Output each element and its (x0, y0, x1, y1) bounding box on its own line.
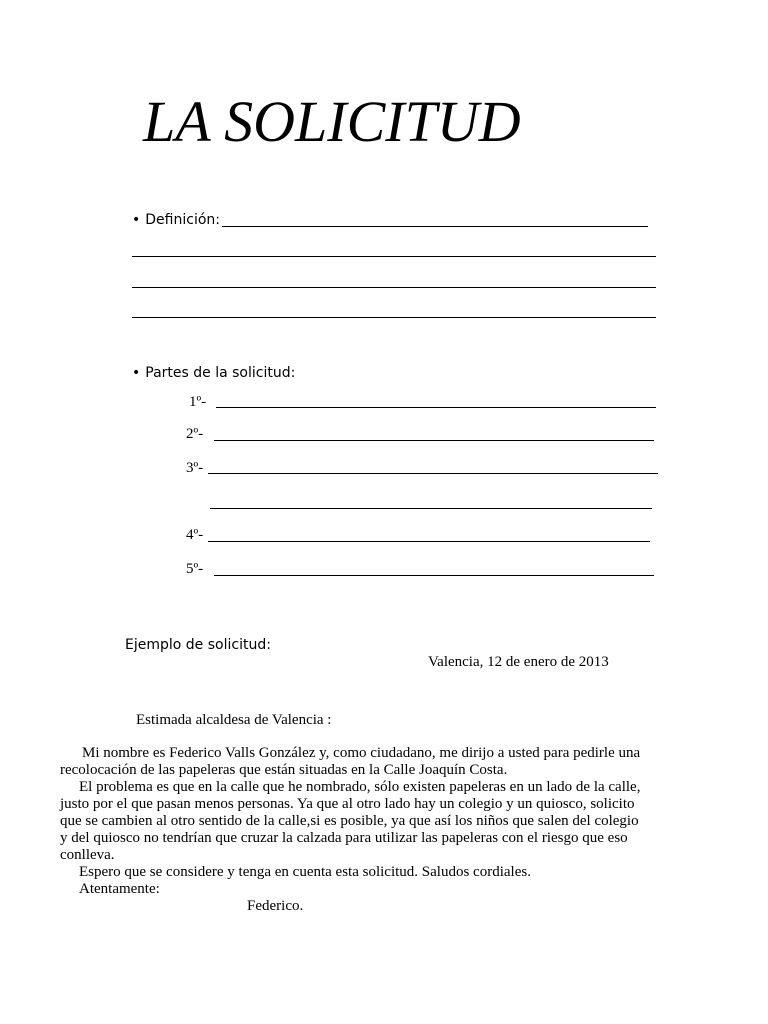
definicion-heading (132, 212, 220, 228)
parte-answer-line (208, 473, 658, 474)
letter-body-line: recolocación de las papeleras que están situadas en la Calle Joaquín Costa. (60, 762, 508, 778)
page-title: LA SOLICITUD (143, 89, 521, 154)
definicion-answer-line (132, 317, 656, 318)
parte-label-1: 1º- (189, 394, 207, 410)
parte-label-2: 2º- (186, 426, 204, 442)
letter-body-line: Espero que se considere y tenga en cuenta esta solicitud. Saludos cordiales. (79, 864, 531, 880)
partes-label: Partes de la solicitud: (145, 365, 296, 381)
definicion-answer-line (132, 287, 656, 288)
letter-body-line: y del quiosco no tendrían que cruzar la calzada para utilizar las papeleras con el riesgo que eso (60, 830, 628, 846)
parte-answer-line (214, 575, 654, 576)
letter-signature: Federico. (247, 898, 304, 914)
letter-body-line: Mi nombre es Federico Valls González y, como ciudadano, me dirijo a usted para pedirle una (82, 745, 641, 761)
parte-answer-line (208, 541, 650, 542)
letter-greeting: Estimada alcaldesa de Valencia : (136, 712, 332, 728)
letter-body-line: conlleva. (60, 847, 115, 863)
letter-body-line: justo por el que pasan menos personas. Ya que al otro lado hay un colegio y un quiosco, solicito (60, 796, 635, 812)
partes-heading (132, 365, 295, 381)
definicion-answer-line (222, 226, 648, 227)
parte-answer-line (210, 508, 652, 509)
parte-label-3: 3º- (186, 460, 204, 476)
letter-body-line: que se cambien al otro sentido de la calle,si es posible, ya que así los niños que salen del colegio (60, 813, 639, 829)
letter-body-line: El problema es que en la calle que he nombrado, sólo existen papeleras en un lado de la calle, (79, 779, 641, 795)
definicion-answer-line (132, 256, 656, 257)
parte-label-4: 4º- (186, 527, 204, 543)
letter-closing: Atentamente: (79, 881, 160, 897)
ejemplo-heading: Ejemplo de solicitud: (125, 637, 271, 653)
parte-answer-line (214, 440, 654, 441)
bullet-icon: • (132, 365, 141, 381)
parte-label-5: 5º- (186, 561, 204, 577)
letter-date: Valencia, 12 de enero de 2013 (428, 654, 609, 670)
parte-answer-line (216, 407, 656, 408)
definicion-label: Definición: (145, 212, 220, 228)
bullet-icon: • (132, 212, 141, 228)
